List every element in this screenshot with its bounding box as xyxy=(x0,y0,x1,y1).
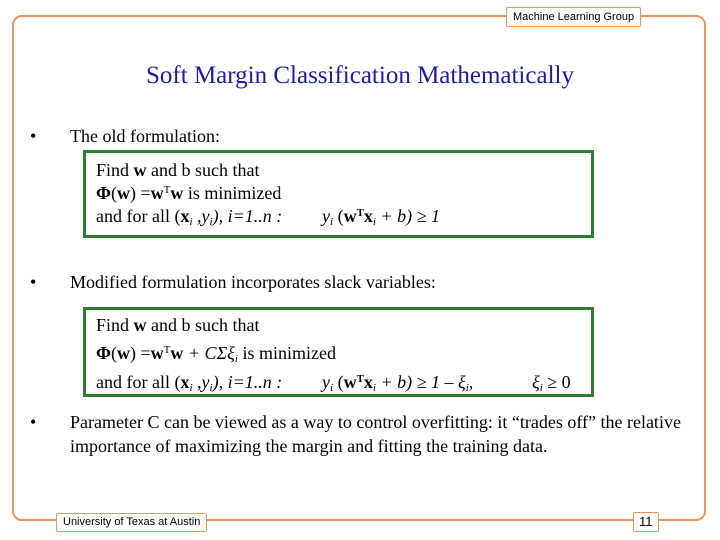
bullet-dot: • xyxy=(30,412,37,432)
modified-formulation-box xyxy=(83,307,594,397)
footer-university: University of Texas at Austin xyxy=(56,513,207,532)
bullet-dot: • xyxy=(30,126,37,146)
bullet-text: The old formulation: xyxy=(70,126,220,146)
bullet-text: Modified formulation incorporates slack variables: xyxy=(70,272,436,292)
old-formulation-box xyxy=(83,150,594,238)
box2-line-find: Find w and b such that xyxy=(96,315,260,335)
slide-title: Soft Margin Classification Mathematically xyxy=(146,62,574,89)
bullet-dot: • xyxy=(30,272,37,292)
box2-line-slack-nonneg: $\xi_i \ge 0$ xyxy=(532,372,571,394)
box2-line-forall: and for all ($x_i$ $,y_i$), i=1..n : xyxy=(96,372,283,394)
box1-line-constraint: $y_i$ $(w^Tx_i + b) \ge 1$ xyxy=(322,206,440,228)
box1-line-forall: and for all ($x_i$ $,y_i$), i=1..n : xyxy=(96,206,283,228)
header-group-label: Machine Learning Group xyxy=(506,7,641,27)
box2-line-constraint: $y_i$ $(w^Tx_i + b) \ge 1 - \xi_i$, xyxy=(322,372,474,394)
box1-line-find: Find w and b such that xyxy=(96,160,260,180)
box1-line-objective: $\Phi(w) =w^Tw$ is minimized xyxy=(96,183,282,203)
page-number: 11 xyxy=(633,512,659,532)
box2-line-objective: $\Phi(w) =w^Tw + C\Sigma\xi_i$ is minimized xyxy=(96,343,336,365)
bullet-parameter-c: Parameter C can be viewed as a way to control overfitting: it “trades off” the relative importance of maximizing the margin and fitting the training data. xyxy=(70,412,681,456)
